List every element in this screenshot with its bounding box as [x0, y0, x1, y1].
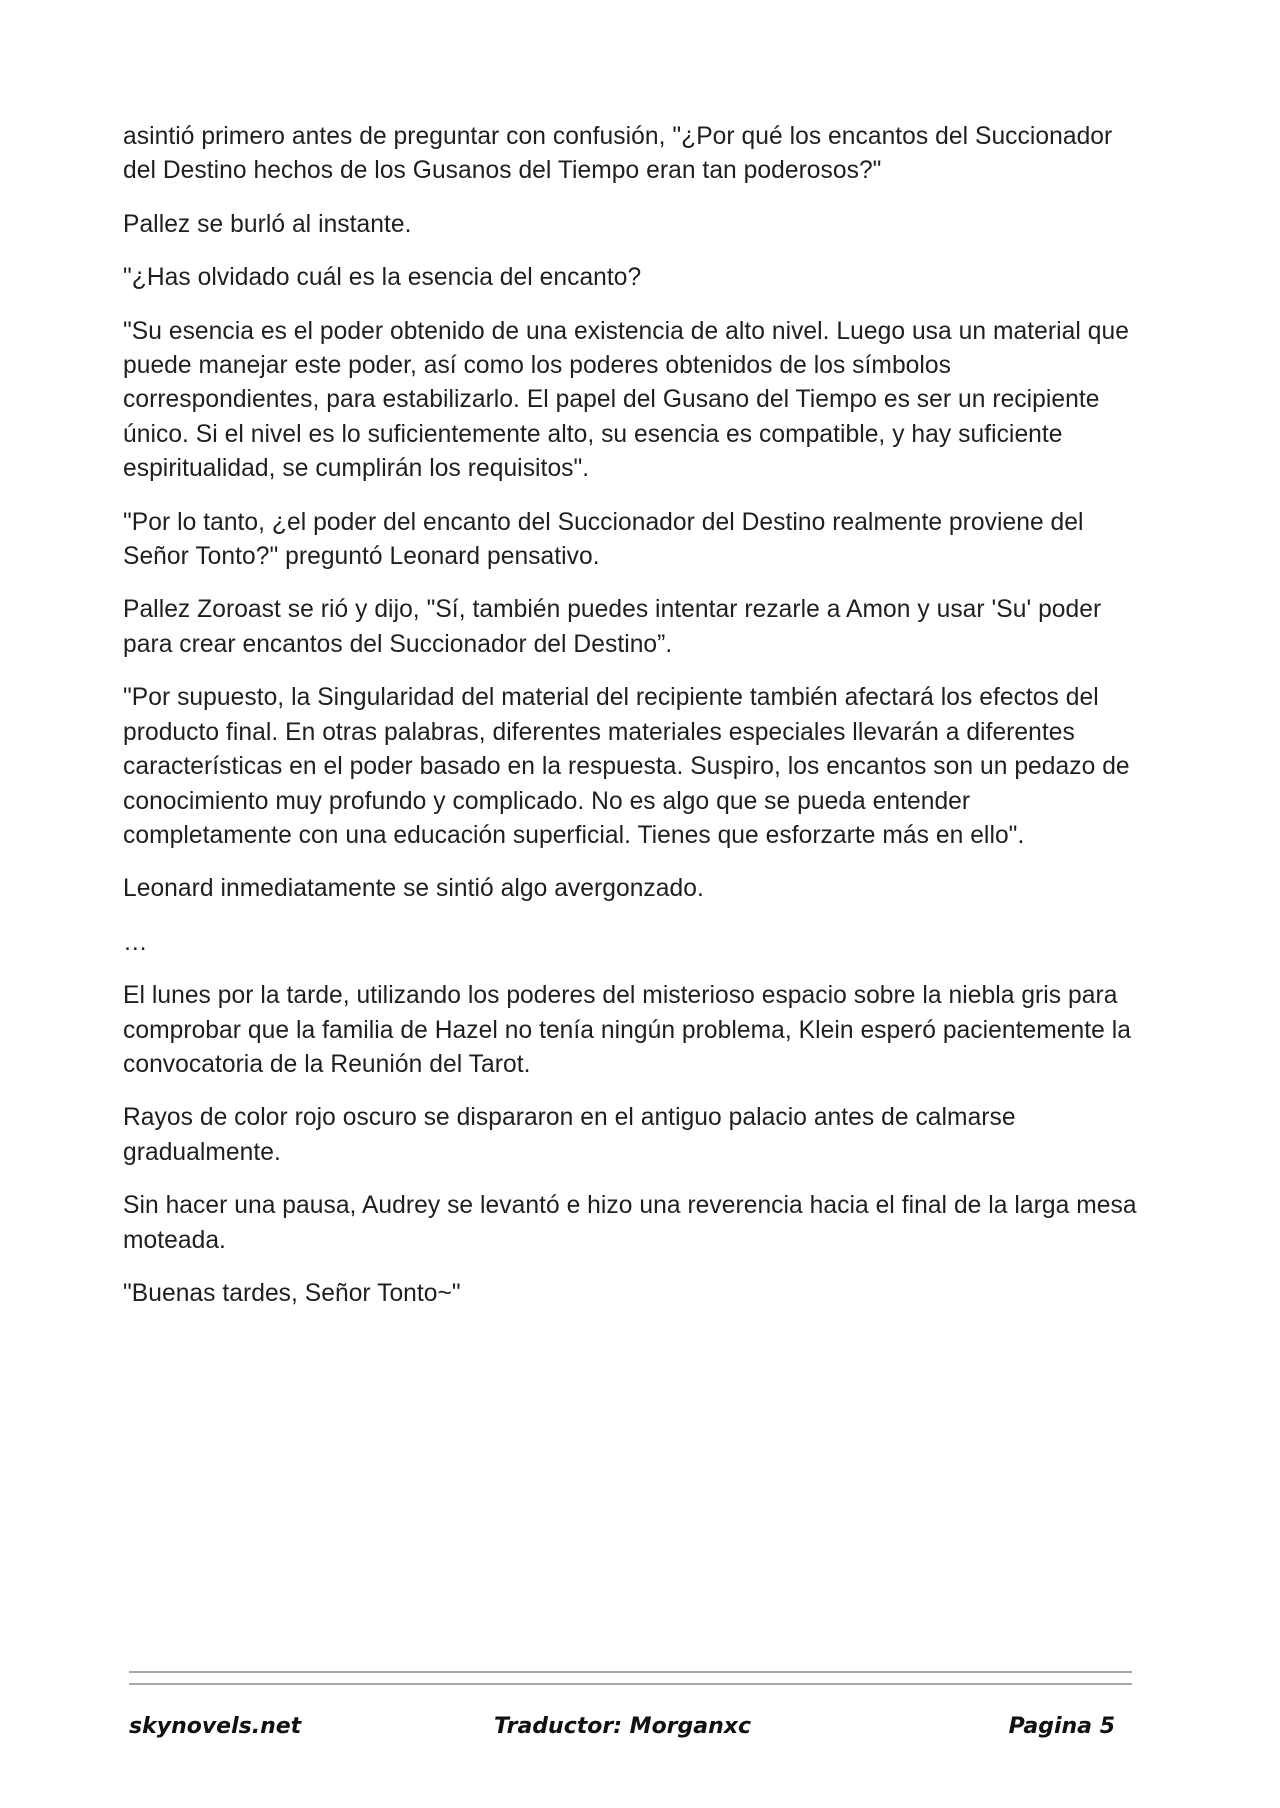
body-text	[123, 120, 1143, 1330]
paragraph: Rayos de color rojo oscuro se dispararon en el antiguo palacio antes de calmarse gradualmente.	[123, 1104, 1016, 1166]
paragraph: "Buenas tardes, Señor Tonto~"	[123, 1279, 461, 1307]
paragraph: Pallez Zoroast se rió y dijo, "Sí, también puedes intentar rezarle a Amon y usar 'Su' poder para crear encantos del Succionador del Destino”.	[123, 596, 1102, 658]
paragraph: "Por supuesto, la Singularidad del material del recipiente también afectará los efectos del producto final. En otras palabras, diferentes materiales especiales llevarán a diferentes características en el poder basado en la respuesta. Suspiro, los encantos son un pedazo de conocimiento muy profundo y complicado. No es algo que se pueda entender completamente con una educación superficial. Tienes que esforzarte más en ello".	[123, 684, 1130, 849]
paragraph: El lunes por la tarde, utilizando los poderes del misterioso espacio sobre la niebla gris para comprobar que la familia de Hazel no tenía ningún problema, Klein esperó pacientemente la convocatoria de la Reunión del Tarot.	[123, 982, 1131, 1078]
footer-site: skynovels.net	[129, 1714, 302, 1739]
paragraph: "Su esencia es el poder obtenido de una existencia de alto nivel. Luego usa un material que puede manejar este poder, así como los poderes obtenidos de los símbolos correspondientes, para estabilizarlo. El papel del Gusano del Tiempo es ser un recipiente único. Si el nivel es lo suficientemente alto, su esencia es compatible, y hay suficiente espiritualidad, se cumplirán los requisitos".	[123, 317, 1129, 483]
paragraph: "¿Has olvidado cuál es la esencia del encanto?	[123, 264, 642, 292]
scene-break: …	[123, 928, 148, 956]
footer-divider-top	[129, 1671, 1132, 1673]
footer-divider-bottom	[129, 1683, 1132, 1685]
paragraph: "Por lo tanto, ¿el poder del encanto del Succionador del Destino realmente proviene del Señor Tonto?" preguntó Leonard pensativo.	[123, 508, 1084, 571]
footer-translator: Traductor: Morganxc	[494, 1714, 752, 1739]
paragraph: Leonard inmediatamente se sintió algo avergonzado.	[123, 875, 704, 903]
footer-page-number: Pagina 5	[1008, 1714, 1115, 1739]
paragraph: Pallez se burló al instante.	[123, 210, 412, 238]
paragraph: asintió primero antes de preguntar con confusión, "¿Por qué los encantos del Succionador del Destino hechos de los Gusanos del Tiempo eran tan poderosos?"	[123, 123, 1113, 185]
paragraph: Sin hacer una pausa, Audrey se levantó e hizo una reverencia hacia el final de la larga mesa moteada.	[123, 1192, 1137, 1254]
